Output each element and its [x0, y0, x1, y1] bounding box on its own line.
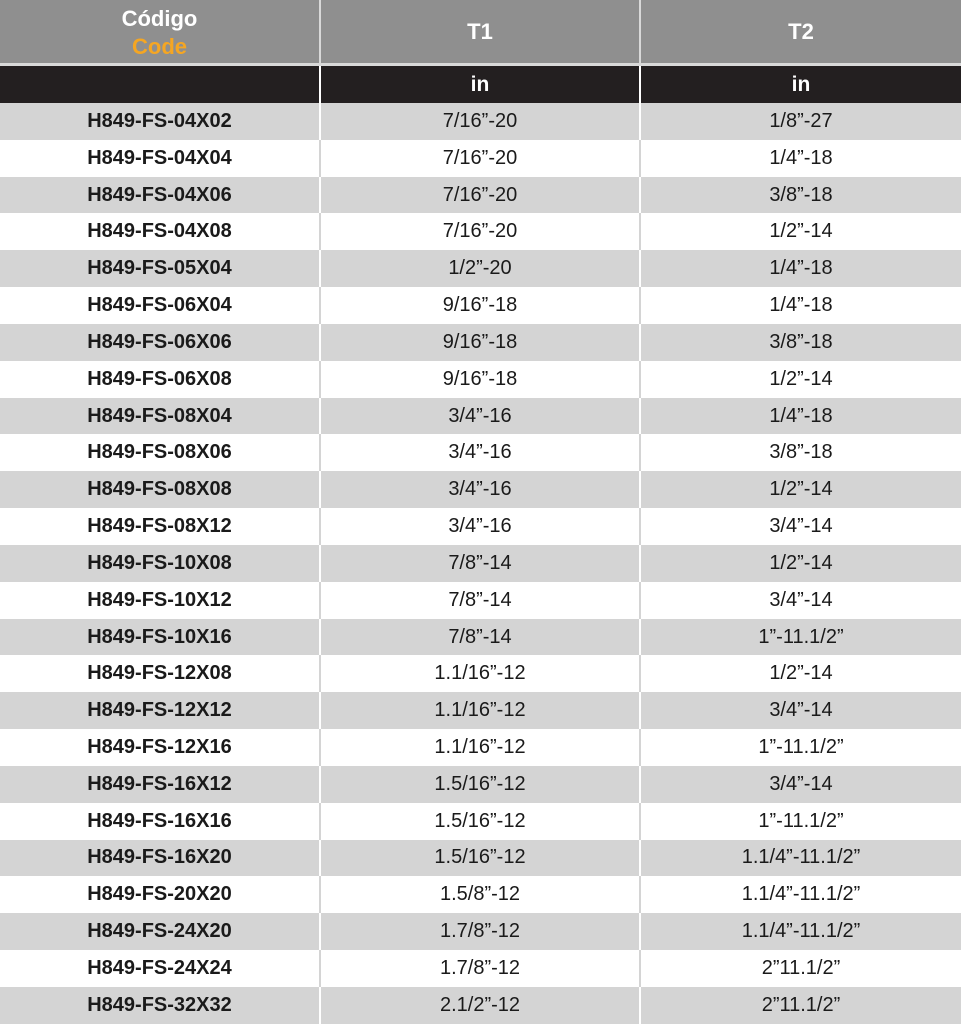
t1-cell: 7/16”-20	[319, 177, 639, 214]
t2-cell: 3/4”-14	[639, 766, 961, 803]
code-cell: H849-FS-12X08	[0, 655, 319, 692]
t1-cell: 7/16”-20	[319, 140, 639, 177]
t1-cell: 9/16”-18	[319, 287, 639, 324]
t2-cell: 1/2”-14	[639, 545, 961, 582]
t1-cell: 7/8”-14	[319, 582, 639, 619]
t1-cell: 1.5/8”-12	[319, 876, 639, 913]
header-code	[0, 0, 319, 66]
t1-cell: 1/2”-20	[319, 250, 639, 287]
t2-cell: 3/8”-18	[639, 434, 961, 471]
t1-cell: 3/4”-16	[319, 471, 639, 508]
t2-cell: 1.1/4”-11.1/2”	[639, 913, 961, 950]
t1-cell: 7/16”-20	[319, 103, 639, 140]
t1-cell: 3/4”-16	[319, 508, 639, 545]
code-cell: H849-FS-16X16	[0, 803, 319, 840]
code-cell: H849-FS-08X08	[0, 471, 319, 508]
code-cell: H849-FS-10X16	[0, 619, 319, 656]
unit-t1: in	[319, 66, 639, 103]
code-cell: H849-FS-04X08	[0, 213, 319, 250]
code-cell: H849-FS-06X08	[0, 361, 319, 398]
t2-cell: 1”-11.1/2”	[639, 729, 961, 766]
code-cell: H849-FS-04X06	[0, 177, 319, 214]
code-cell: H849-FS-04X02	[0, 103, 319, 140]
t2-cell: 2”11.1/2”	[639, 950, 961, 987]
t2-cell: 1”-11.1/2”	[639, 619, 961, 656]
t2-cell: 1/4”-18	[639, 250, 961, 287]
t2-cell: 3/4”-14	[639, 508, 961, 545]
t1-cell: 1.5/16”-12	[319, 766, 639, 803]
t1-cell: 1.7/8”-12	[319, 913, 639, 950]
t2-cell: 1/4”-18	[639, 140, 961, 177]
t1-cell: 1.1/16”-12	[319, 729, 639, 766]
code-cell: H849-FS-24X24	[0, 950, 319, 987]
t2-cell: 1/8”-27	[639, 103, 961, 140]
code-cell: H849-FS-06X06	[0, 324, 319, 361]
t2-cell: 1/4”-18	[639, 287, 961, 324]
t1-cell: 3/4”-16	[319, 398, 639, 435]
t1-cell: 7/8”-14	[319, 619, 639, 656]
code-cell: H849-FS-24X20	[0, 913, 319, 950]
code-cell: H849-FS-08X06	[0, 434, 319, 471]
t2-cell: 3/4”-14	[639, 692, 961, 729]
header-code-en: Code	[132, 33, 187, 59]
t2-cell: 3/8”-18	[639, 324, 961, 361]
t1-cell: 1.5/16”-12	[319, 840, 639, 877]
header-code-es: Código	[121, 5, 198, 31]
code-cell: H849-FS-06X04	[0, 287, 319, 324]
t1-cell: 1.1/16”-12	[319, 692, 639, 729]
code-cell: H849-FS-12X16	[0, 729, 319, 766]
t1-cell: 3/4”-16	[319, 434, 639, 471]
t2-cell: 3/8”-18	[639, 177, 961, 214]
t1-cell: 1.1/16”-12	[319, 655, 639, 692]
unit-code	[0, 66, 319, 103]
code-cell: H849-FS-10X12	[0, 582, 319, 619]
code-cell: H849-FS-08X12	[0, 508, 319, 545]
code-cell: H849-FS-20X20	[0, 876, 319, 913]
code-cell: H849-FS-16X12	[0, 766, 319, 803]
t2-cell: 1/2”-14	[639, 471, 961, 508]
code-cell: H849-FS-05X04	[0, 250, 319, 287]
t2-cell: 1/2”-14	[639, 655, 961, 692]
code-cell: H849-FS-10X08	[0, 545, 319, 582]
t2-cell: 1”-11.1/2”	[639, 803, 961, 840]
t1-cell: 7/8”-14	[319, 545, 639, 582]
t2-cell: 1.1/4”-11.1/2”	[639, 876, 961, 913]
header-t1: T1	[319, 0, 639, 66]
t1-cell: 9/16”-18	[319, 361, 639, 398]
t2-cell: 3/4”-14	[639, 582, 961, 619]
t2-cell: 1/4”-18	[639, 398, 961, 435]
t1-cell: 1.7/8”-12	[319, 950, 639, 987]
code-cell: H849-FS-32X32	[0, 987, 319, 1024]
code-cell: H849-FS-16X20	[0, 840, 319, 877]
code-cell: H849-FS-04X04	[0, 140, 319, 177]
t1-cell: 9/16”-18	[319, 324, 639, 361]
t2-cell: 2”11.1/2”	[639, 987, 961, 1024]
unit-t2: in	[639, 66, 961, 103]
t1-cell: 1.5/16”-12	[319, 803, 639, 840]
t1-cell: 7/16”-20	[319, 213, 639, 250]
t2-cell: 1.1/4”-11.1/2”	[639, 840, 961, 877]
header-t2: T2	[639, 0, 961, 66]
code-cell: H849-FS-08X04	[0, 398, 319, 435]
t2-cell: 1/2”-14	[639, 361, 961, 398]
t1-cell: 2.1/2”-12	[319, 987, 639, 1024]
code-cell: H849-FS-12X12	[0, 692, 319, 729]
t2-cell: 1/2”-14	[639, 213, 961, 250]
